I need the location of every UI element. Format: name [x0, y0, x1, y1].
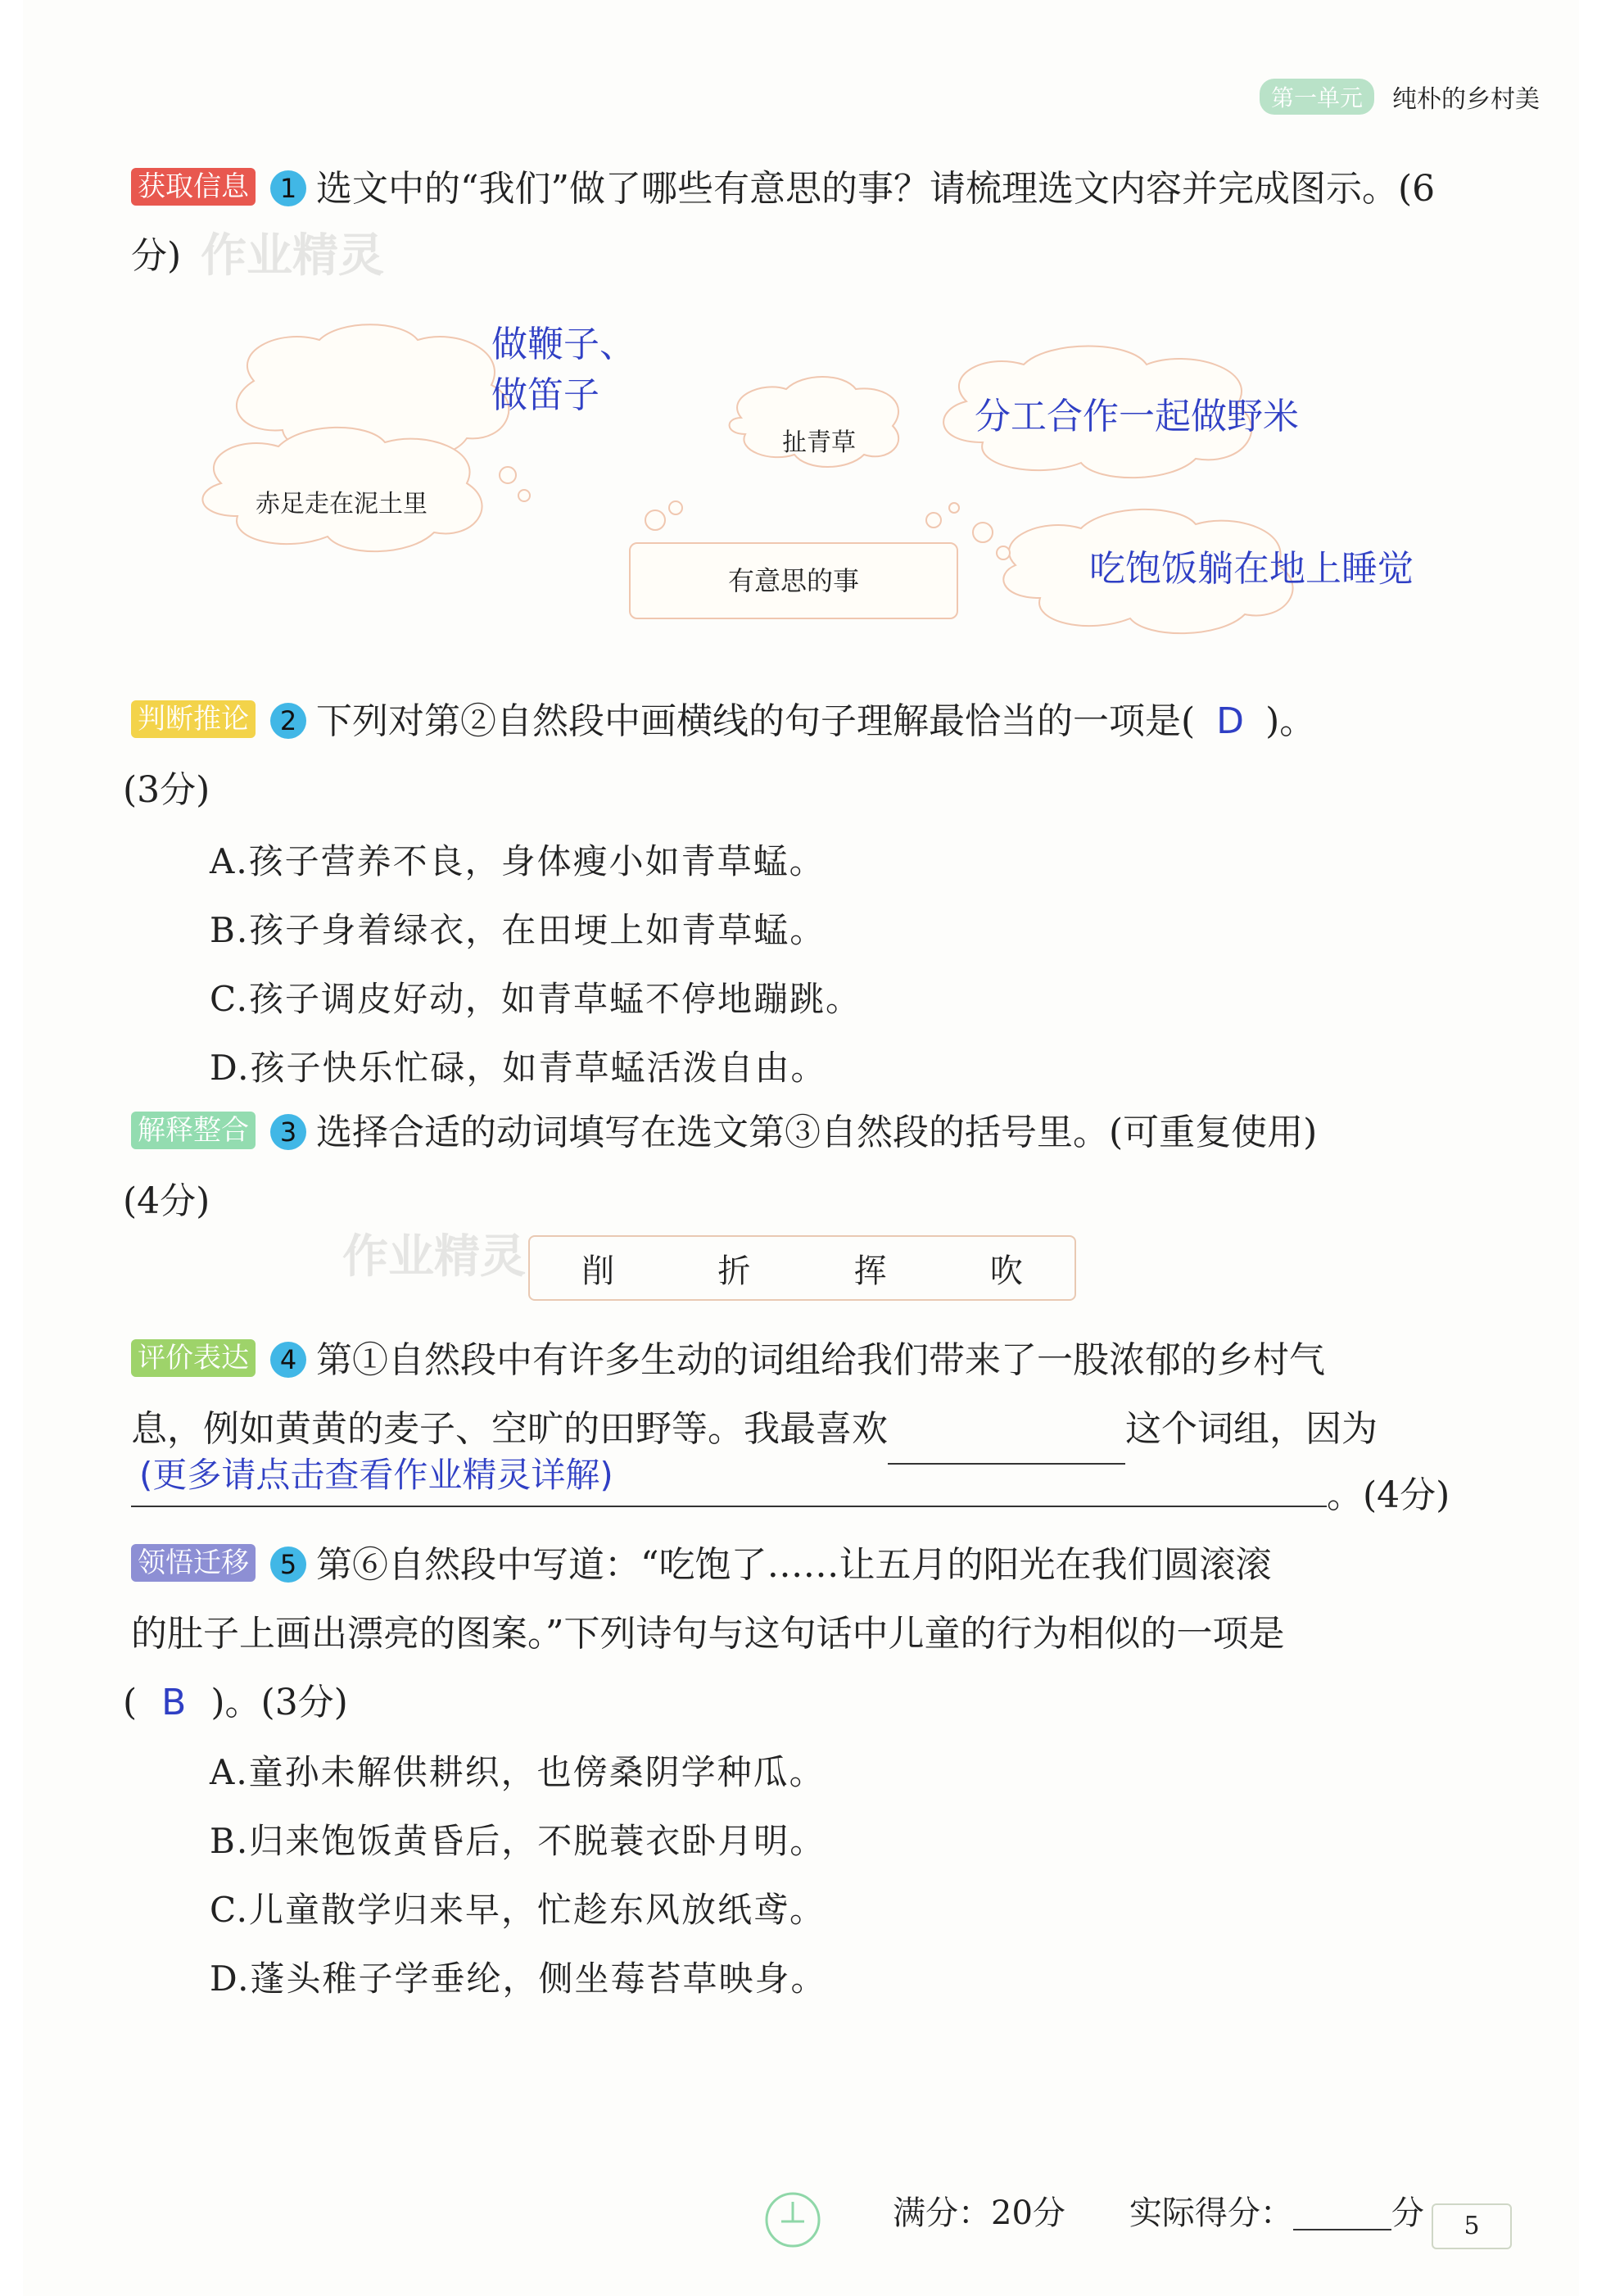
question-5-option-c: C.儿童散学归来早，忙趁东风放纸鸢。: [210, 1890, 826, 1930]
question-4-number: 4: [270, 1342, 306, 1378]
cloud-cook-rice-together: 分工合作一起做野米: [975, 396, 1299, 437]
watermark: 作业精灵: [342, 1230, 526, 1284]
question-4-text-2b: 这个词组，因为: [1125, 1408, 1378, 1450]
question-5-option-d: D.蓬头稚子学垂纶，侧坐莓苔草映身。: [210, 1959, 827, 1999]
actual-score-blank[interactable]: [1293, 2191, 1391, 2230]
question-2: [131, 688, 1458, 755]
question-2-text: 下列对第②自然段中画横线的句子理解最恰当的一项是(: [316, 700, 1196, 742]
question-5: [131, 1532, 1458, 1599]
score-unit: 分: [1391, 2194, 1424, 2232]
cloud-answer-text: 做鞭子、: [491, 324, 636, 365]
question-4-line-3: [131, 1450, 1458, 1529]
timer-icon: [762, 2189, 824, 2251]
cloud-bubble: [997, 546, 1010, 559]
cloud-bubble: [949, 503, 959, 513]
question-5-text-1: 第⑥自然段中写道：“吃饱了……让五月的阳光在我们圆滚滚: [316, 1544, 1272, 1586]
question-3: [131, 1099, 1458, 1166]
question-4-text-1: 第①自然段中有许多生动的词组给我们带来了一股浓郁的乡村气: [316, 1339, 1325, 1381]
verb-option: 挥: [853, 1252, 887, 1290]
question-3-text: 选择合适的动词填写在选文第③自然段的括号里。(可重复使用): [316, 1112, 1318, 1153]
question-5-number: 5: [270, 1547, 306, 1583]
cloud-bubble: [500, 467, 516, 483]
question-2-tag: 判断推论: [131, 700, 256, 738]
question-2-score: (3分): [123, 769, 210, 811]
question-2-option-d: D.孩子快乐忙碌，如青草蜢活泼自由。: [210, 1048, 827, 1088]
question-5-tag: 领悟迁移: [131, 1544, 256, 1582]
question-3-number: 3: [270, 1114, 306, 1150]
watermark: 作业精灵: [201, 229, 384, 283]
things-diagram: [197, 319, 1474, 647]
cloud-bubble: [973, 523, 993, 542]
cloud-bubble: [669, 501, 682, 514]
question-5-paren-open: (: [123, 1682, 138, 1723]
cloud-bubble: [645, 510, 665, 530]
question-3-score: (4分): [123, 1180, 210, 1222]
question-5-option-a: A.童孙未解供耕织，也傍桑阴学种瓜。: [210, 1752, 826, 1792]
cloud-sleep-on-ground: 吃饱饭躺在地上睡觉: [1089, 548, 1414, 590]
verb-option: 折: [717, 1252, 751, 1290]
question-4-score: 。(4分): [1327, 1474, 1450, 1516]
actual-score-label: 实际得分：: [1129, 2194, 1293, 2232]
cloud-answer-text: 做笛子: [491, 374, 599, 416]
verb-option: 削: [581, 1252, 615, 1290]
question-2-answer: D: [1216, 700, 1245, 742]
answer-blank: [131, 1450, 1327, 1507]
page-number: 5: [1432, 2203, 1512, 2249]
question-2-number: 2: [270, 703, 306, 739]
cloud-bubble: [518, 490, 530, 501]
question-2-text-end: )。: [1265, 700, 1316, 742]
question-3-tag: 解释整合: [131, 1112, 256, 1149]
question-1-text: 选文中的“我们”做了哪些有意思的事？请梳理选文内容并完成图示。(6分): [131, 168, 1436, 277]
question-5-text-2: 的肚子上画出漂亮的图案。”下列诗句与这句话中儿童的行为相似的一项是: [131, 1613, 1285, 1655]
question-4-tag: 评价表达: [131, 1339, 256, 1377]
question-5-option-b: B.归来饱饭黄昏后，不脱蓑衣卧月明。: [210, 1821, 826, 1861]
question-4-answer: (更多请点击查看作业精灵详解): [139, 1455, 613, 1495]
question-4: [131, 1327, 1458, 1394]
score-footer: [893, 2187, 1424, 2234]
page-header: [1260, 79, 1540, 115]
cloud-barefoot-mud: 赤足走在泥土里: [256, 490, 428, 519]
unit-tag: 第一单元: [1260, 79, 1374, 115]
question-5-line-3: [123, 1669, 1458, 1737]
header-title: 纯朴的乡村美: [1392, 85, 1540, 114]
full-score: 满分：20分: [893, 2194, 1065, 2232]
question-1-number: 1: [270, 170, 306, 206]
center-box: 有意思的事: [629, 542, 958, 619]
cloud-pull-grass: 扯青草: [782, 428, 856, 457]
verb-option: 吹: [989, 1252, 1023, 1290]
verb-box: [528, 1235, 1076, 1301]
question-5-answer: B: [161, 1682, 187, 1723]
question-2-option-a: A.孩子营养不良，身体瘦小如青草蜢。: [210, 841, 826, 881]
question-1-tag: 获取信息: [131, 168, 256, 206]
question-2-option-c: C.孩子调皮好动，如青草蜢不停地蹦跳。: [210, 979, 862, 1019]
cloud-make-whips-flutes: [491, 319, 636, 421]
question-4-text-2a: 息，例如黄黄的麦子、空旷的田野等。我最喜欢: [131, 1408, 888, 1450]
question-2-option-b: B.孩子身着绿衣，在田埂上如青草蜢。: [210, 910, 826, 950]
question-5-paren-close: )。(3分): [210, 1682, 348, 1723]
cloud-bubble: [926, 513, 941, 528]
